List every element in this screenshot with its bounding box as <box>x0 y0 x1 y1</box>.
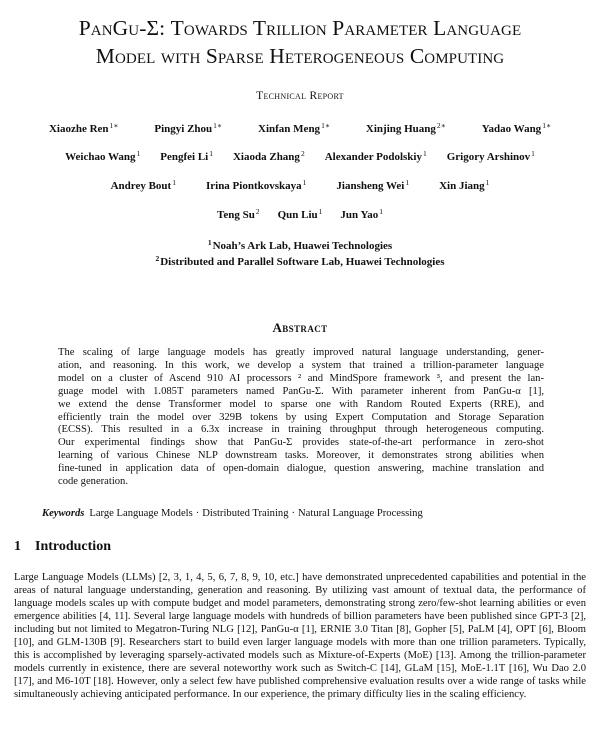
author: Teng Su$^2$ <box>217 207 260 221</box>
text-line: data, the performance of language models scales up with compute budget and model parameters, demonstrating strong <box>14 585 586 609</box>
text-line: learning of various Chinese NLP downstream tasks. Moreover, it demonstrates strong abilities when <box>58 450 544 462</box>
abstract-body <box>58 347 544 489</box>
text-line: code generation. <box>58 476 129 488</box>
author-row <box>0 121 600 138</box>
text-line: of billion parameters have been published since GPT-3 [2], including but not limited to Megatron-Turing NLG [12], <box>14 611 586 635</box>
author: Xinfan Meng$^{1∗}$ <box>258 121 330 135</box>
author: Pengfei Li$^1$ <box>160 149 213 163</box>
report-type: Technical Report <box>256 90 344 102</box>
paper-title <box>0 14 600 70</box>
text-line: start to build even larger language models with more than one trillion parameters. Typically, this is accomplished by <box>14 637 586 661</box>
text-line: The scaling of large language models has greatly improved natural language understanding, gener- <box>58 347 544 358</box>
text-line: we extend the dense Transformer model to sparse one with Random Routed Experts (RRE), and <box>58 398 544 410</box>
author: Weichao Wang$^1$ <box>65 149 141 163</box>
text-line: (ECSS). This resulted in a 6.3x increase in training throughput through heterogeneous computing. <box>58 424 544 436</box>
author: Yadao Wang$^{1∗}$ <box>481 121 552 135</box>
author: Xiaoda Zhang$^2$ <box>232 149 305 163</box>
keyword-separator: · <box>291 508 296 519</box>
text-line: efficiently train the model over 329B tokens by using Expert Computation and Storage Separation <box>58 411 544 423</box>
author: Xiaozhe Ren$^{1∗}$ <box>48 121 119 135</box>
section-title: Introduction <box>35 539 111 554</box>
keyword: Large Language Models <box>89 508 193 519</box>
author: Grigory Arshinov$^1$ <box>446 149 535 163</box>
author-row <box>0 149 600 166</box>
author: Jiansheng Wei$^1$ <box>336 178 410 192</box>
author-row <box>0 178 600 195</box>
affiliation: $^2$Distributed and Parallel Software Lab, Huawei Technologies <box>155 254 445 268</box>
author: Qun Liu$^1$ <box>277 207 323 221</box>
author: Xinjing Huang$^{2∗}$ <box>365 121 446 135</box>
text-line: zero/few-shot learning abilities or even emergence abilities [4, 11]. Several large language models with hundreds <box>14 598 586 622</box>
title-line-2: Model with Sparse Heterogeneous Computing <box>95 44 505 68</box>
author: Irina Piontkovskaya$^1$ <box>205 178 307 192</box>
keywords <box>42 507 562 520</box>
author: Xin Jiang$^1$ <box>439 178 490 192</box>
author: Andrey Bout$^1$ <box>110 178 176 192</box>
section-heading <box>14 539 111 555</box>
abstract-heading: Abstract <box>272 320 328 335</box>
text-line: ation, and reasoning. In this work, we develop a system that trained a trillion-parameter language <box>58 359 544 371</box>
author: Pingyi Zhou$^{1∗}$ <box>154 121 223 135</box>
text-line: Large Language Models (LLMs) [2, 3, 1, 4, 5, 6, 7, 8, 9, 10, etc.] have demonstrated unprecedented capabilities and <box>14 572 518 583</box>
text-line: potential in the areas of natural language understanding, generation and reasoning. By utilizing vast amount of textual <box>14 572 586 596</box>
keyword-separator: · <box>195 508 200 519</box>
text-line: fine-tuned in application data of open-domain dialogue, question answering, machine translation and <box>58 463 544 475</box>
author: Alexander Podolskiy$^1$ <box>324 149 427 163</box>
title-line-1: PanGu-Σ: Towards Trillion Parameter Language <box>78 16 522 40</box>
keyword: Distributed Training <box>202 508 289 519</box>
text-line: Our experimental findings show that PanGu-Σ provides state-of-the-art performance in zero-shot <box>58 437 544 449</box>
introduction-body <box>14 571 586 701</box>
text-line: guage model with 1.085T parameters named PanGu-Σ. With parameter inherent from PanGu-α [1], <box>58 385 544 397</box>
text-line: range of tasks while simultaneously achieving anticipated performance. In our experience, the primary difficulty lies in <box>14 676 586 700</box>
text-line: PanGu-α [1], ERNIE 3.0 Titan [8], Gopher [5], PaLM [4], OPT [6], Bloom [10], and GLM-130B [9]. Researchers <box>14 624 587 648</box>
text-line: model on a cluster of Ascend 910 AI processors ² and MindSpore framework ³, and present the lan- <box>58 372 544 384</box>
text-line: currently in existence, there are several noteworthy work such as Switch-C [14], GLaM [15], MoE-1.1T [16], Wu Dao <box>48 663 569 674</box>
text-line: 2.0 [17], and M6-10T [18]. However, only a select few have published comprehensive evaluation results over a wide <box>14 663 586 687</box>
author-row <box>0 207 600 224</box>
keywords-label: Keywords <box>42 508 85 519</box>
affiliation: $^1$Noah’s Ark Lab, Huawei Technologies <box>207 238 393 252</box>
text-line: leveraging sparsely-activated models such as Mixture-of-Experts (MoE) [13]. Among the trillion-parameter models <box>14 650 587 674</box>
section-number: 1 <box>14 539 21 554</box>
keyword: Natural Language Processing <box>298 508 423 519</box>
author: Jun Yao$^1$ <box>340 207 383 221</box>
text-line: the scaling efficiency. <box>433 689 527 700</box>
